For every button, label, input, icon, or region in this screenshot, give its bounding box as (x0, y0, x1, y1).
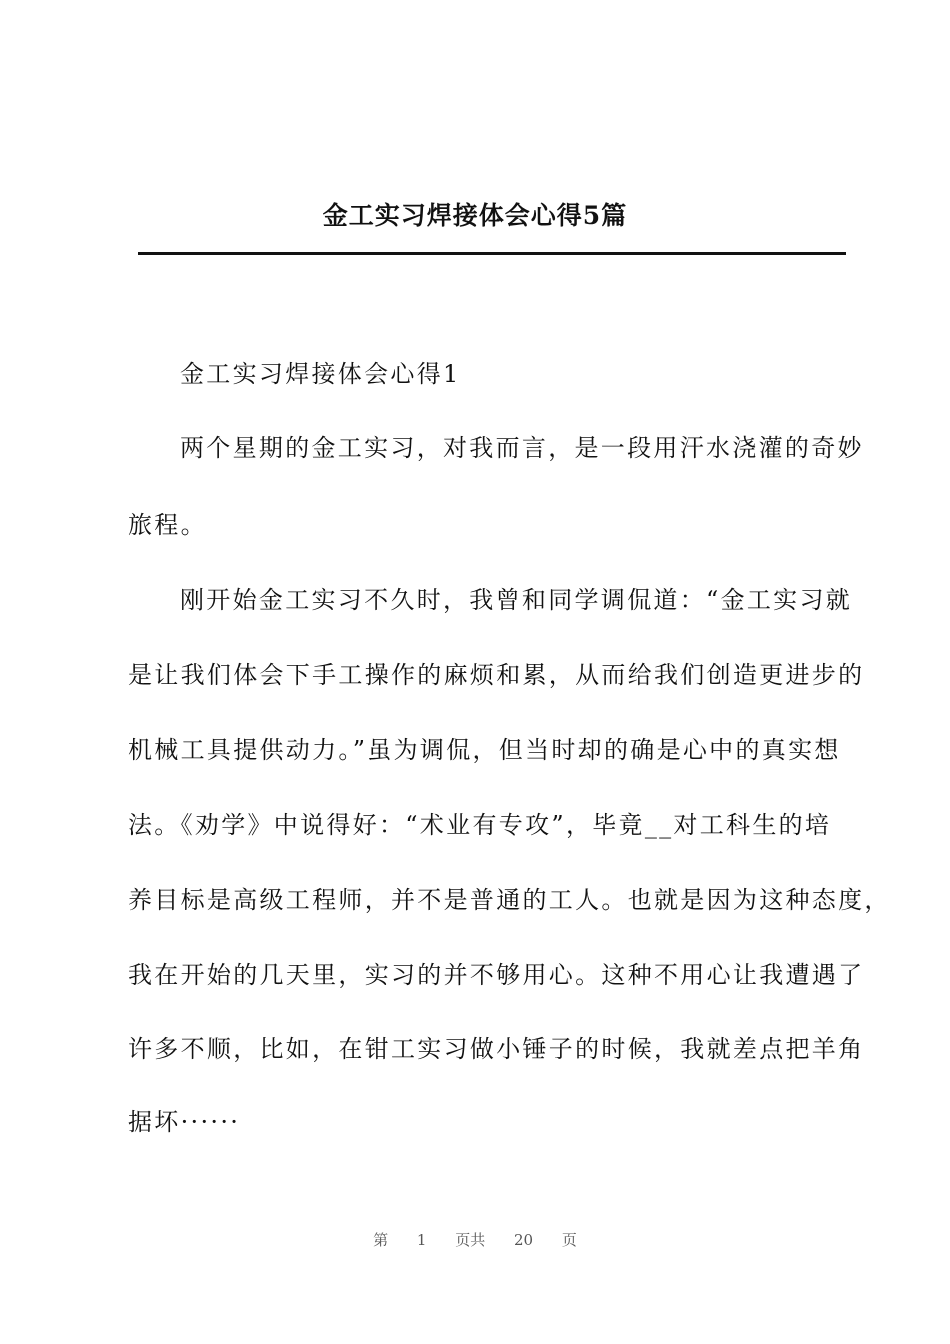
footer-middle: 页共 (455, 1231, 486, 1249)
total-pages-number: 20 (514, 1231, 534, 1249)
paragraph-line: 旅程。 (128, 511, 207, 539)
paragraph-line: 机械工具提供动力。”虽为调侃，但当时却的确是心中的真实想 (128, 736, 841, 764)
paragraph-line: 养目标是高级工程师，并不是普通的工人。也就是因为这种态度， (128, 886, 891, 914)
paragraph-line: 我在开始的几天里，实习的并不够用心。这种不用心让我遭遇了 (128, 961, 865, 989)
footer-suffix: 页 (561, 1231, 577, 1249)
document-title: 金工实习焊接体会心得5篇 (322, 201, 628, 230)
current-page-number: 1 (416, 1231, 427, 1249)
title-divider (138, 252, 846, 255)
paragraph-line: 法。《劝学》中说得好：“术业有专攻”，毕竟__对工科生的培 (128, 811, 832, 839)
footer-prefix: 第 (373, 1231, 389, 1249)
paragraph-line: 是让我们体会下手工操作的麻烦和累，从而给我们创造更进步的 (128, 661, 865, 689)
page-footer (0, 1229, 950, 1250)
paragraph-line: 许多不顺，比如，在钳工实习做小锤子的时候，我就差点把羊角 (128, 1035, 865, 1063)
paragraph-line: 两个星期的金工实习，对我而言，是一段用汗水浇灌的奇妙 (180, 434, 864, 462)
paragraph-line: 据坏······ (128, 1108, 241, 1136)
paragraph-line: 刚开始金工实习不久时，我曾和同学调侃道：“金工实习就 (180, 586, 853, 614)
section-heading: 金工实习焊接体会心得1 (180, 360, 461, 388)
